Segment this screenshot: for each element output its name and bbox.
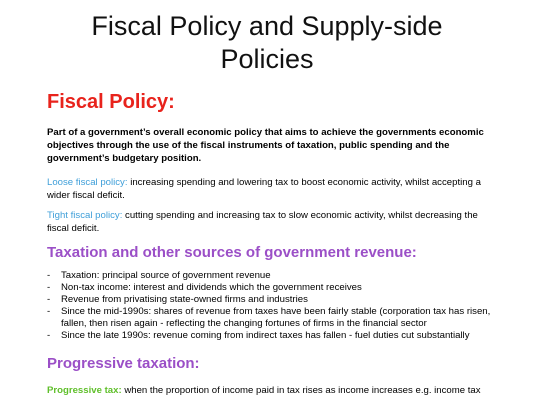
progressive-tax-paragraph [47, 384, 497, 397]
list-item: - Since the late 1990s: revenue coming from indirect taxes has fallen - fuel duties cut substantially [47, 330, 470, 341]
fiscal-policy-definition: Part of a government’s overall economic policy that aims to achieve the governments economic objectives through the use of the fiscal instruments of taxation, public spending and the government’s budgetary position. [47, 127, 484, 164]
list-item: - Since the mid-1990s: shares of revenue from taxes have been fairly stable (corporation tax has risen, fallen, then risen again - reflecting the changing fortunes of firms in the financial sector [47, 306, 491, 329]
progressive-taxation-heading: Progressive taxation: [47, 355, 200, 372]
fiscal-policy-heading: Fiscal Policy: [47, 91, 175, 113]
dash-bullet-icon: - [47, 282, 51, 293]
dash-bullet-icon: - [47, 306, 51, 317]
tight-fiscal-policy-term: Tight fiscal policy: [47, 210, 123, 221]
page-title-line-1: Fiscal Policy and Supply-side [91, 11, 443, 41]
tight-fiscal-policy-paragraph [47, 209, 497, 235]
loose-fiscal-policy-term: Loose fiscal policy: [47, 177, 128, 188]
tight-fiscal-policy-text: cutting spending and increasing tax to slow economic activity, whilst decreasing the fiscal deficit. [47, 210, 478, 234]
list-item: - Non-tax income: interest and dividends which the government receives [47, 282, 362, 293]
dash-bullet-icon: - [47, 330, 51, 341]
dash-bullet-icon: - [47, 294, 51, 305]
progressive-tax-text: when the proportion of income paid in tax rises as income increases e.g. income tax [121, 385, 481, 396]
list-item: - Revenue from privatising state-owned firms and industries [47, 294, 308, 305]
page-title [0, 10, 534, 76]
taxation-heading: Taxation and other sources of government revenue: [47, 244, 417, 261]
loose-fiscal-policy-text: increasing spending and lowering tax to boost economic activity, whilst accepting a wider fiscal deficit. [47, 177, 481, 201]
list-item: - Taxation: principal source of government revenue [47, 270, 271, 281]
page-title-line-2: Policies [220, 44, 314, 74]
progressive-tax-term: Progressive tax: [47, 385, 122, 396]
loose-fiscal-policy-paragraph [47, 176, 497, 202]
dash-bullet-icon: - [47, 270, 51, 281]
taxation-bullet-list [47, 270, 507, 342]
